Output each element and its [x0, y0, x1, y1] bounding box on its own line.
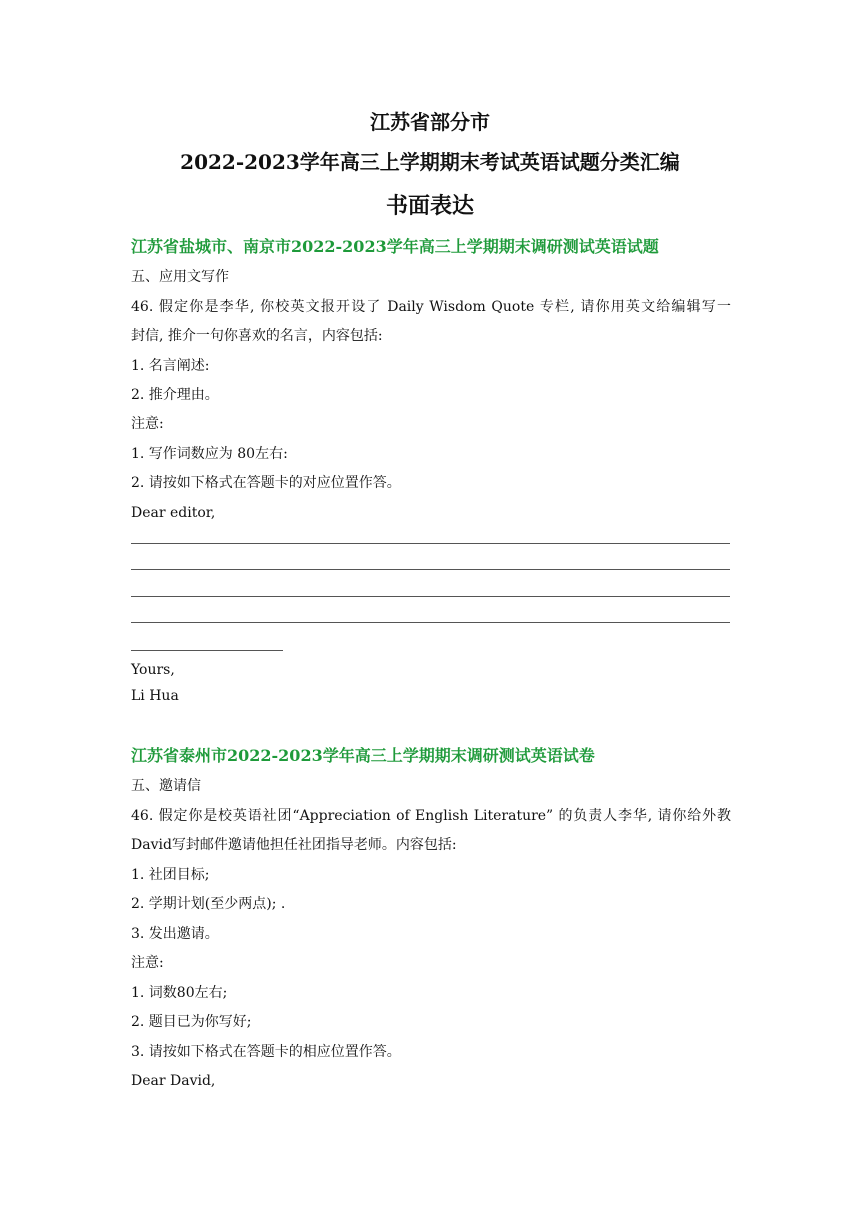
letter-salutation: Dear editor,: [131, 505, 216, 521]
question-text-line: 封信, 推介一句你喜欢的名言，内容包括:: [131, 328, 383, 344]
answer-line: [131, 650, 283, 651]
answer-line: [131, 569, 730, 570]
note-item: 2. 请按如下格式在答题卡的对应位置作答。: [131, 475, 401, 491]
note-item: 1. 词数80左右;: [131, 985, 228, 1001]
content-item: 3. 发出邀请。: [131, 926, 219, 942]
answer-line: [131, 622, 730, 623]
section-heading-taizhou: 江苏省泰州市2022-2023学年高三上学期期末调研测试英语试卷: [131, 746, 595, 765]
content-item: 1. 社团目标;: [131, 867, 210, 883]
content-item: 2. 推介理由。: [131, 387, 219, 403]
letter-closing: Yours,: [131, 662, 175, 678]
part-label: 五、邀请信: [131, 778, 201, 794]
content-item: 2. 学期计划(至少两点); .: [131, 896, 286, 912]
answer-line: [131, 543, 730, 544]
note-item: 1. 写作词数应为 80左右:: [131, 446, 288, 462]
question-text-line: 46. 假定你是校英语社团“Appreciation of English Literature” 的负责人李华, 请你给外教: [131, 808, 731, 824]
content-item: 1. 名言阐述:: [131, 358, 210, 374]
note-item: 3. 请按如下格式在答题卡的相应位置作答。: [131, 1044, 401, 1060]
question-text-line: David写封邮件邀请他担任社团指导老师。内容包括:: [131, 837, 457, 853]
doc-title-main: 2022-2023学年高三上学期期末考试英语试题分类汇编: [180, 150, 680, 174]
doc-title-region: 江苏省部分市: [370, 110, 490, 134]
part-label: 五、应用文写作: [131, 269, 229, 285]
question-text-line: 46. 假定你是李华, 你校英文报开设了 Daily Wisdom Quote 专栏, 请你用英文给编辑写一: [131, 299, 731, 315]
doc-title-topic: 书面表达: [385, 193, 474, 219]
note-label: 注意:: [131, 955, 164, 971]
letter-signature: Li Hua: [131, 688, 179, 704]
letter-salutation: Dear David,: [131, 1073, 216, 1089]
answer-line: [131, 596, 730, 597]
note-label: 注意:: [131, 416, 164, 432]
note-item: 2. 题目已为你写好;: [131, 1014, 252, 1030]
section-heading-yancheng-nanjing: 江苏省盐城市、南京市2022-2023学年高三上学期期末调研测试英语试题: [131, 237, 659, 256]
